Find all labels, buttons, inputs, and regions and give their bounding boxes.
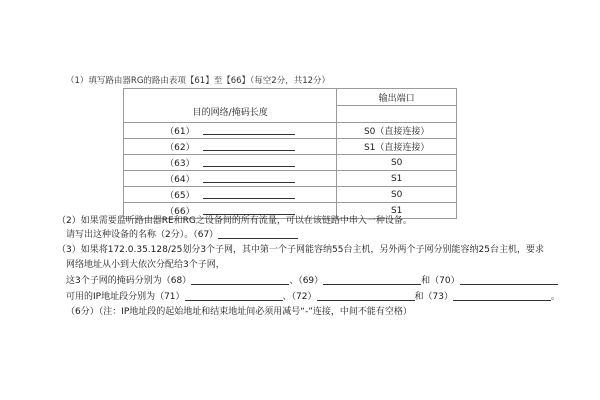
table-row	[124, 171, 457, 187]
table-row	[124, 155, 457, 171]
dest-network-header: 目的网络/掩码长度	[124, 89, 337, 123]
answer-blank-70[interactable]	[460, 274, 558, 285]
row-port: S0	[337, 187, 457, 203]
q3-note: （6分）（注：IP地址段的起始地址和结束地址间必须用减号“-”连接，中间不能有空格）	[66, 307, 412, 317]
row-port: S1	[337, 203, 457, 219]
answer-blank-65[interactable]	[203, 189, 295, 199]
answer-blank-73[interactable]	[453, 290, 551, 301]
row-port: S0	[337, 155, 457, 171]
table-header-row	[124, 89, 457, 106]
answer-blank-72[interactable]	[317, 290, 415, 301]
answer-blank-67[interactable]	[218, 228, 298, 239]
q1-instruction: （1）填写路由器RG的路由表项【61】至【66】（每空2分，共12分）	[66, 76, 331, 86]
routing-table	[123, 88, 457, 219]
table-row	[124, 187, 457, 203]
q2-line2: 请写出这种设备的名称（2分）。（67）	[66, 227, 298, 240]
row-index: （66）	[165, 207, 195, 217]
q3-line2: 网络地址从小到大依次分配给3个子网，	[66, 260, 225, 270]
q3-line1: （3）如果将172.0.35.128/25划分3个子网，其中第一个子网能容纳55台主机，另外两个子网分别能容纳25台主机，要求	[57, 245, 544, 255]
answer-blank-61[interactable]	[203, 125, 295, 135]
q2-line1: （2）如果需要监听路由器RE和RG之设备间的所有流量，可以在该链路中串入一种设备。	[57, 216, 412, 226]
answer-blank-71[interactable]	[185, 290, 283, 301]
row-port: S1（直接连接）	[337, 139, 457, 155]
answer-blank-62[interactable]	[203, 141, 295, 151]
row-index: （61）	[165, 127, 195, 137]
row-port: S0（直接连接）	[337, 123, 457, 139]
answer-blank-68[interactable]	[191, 274, 289, 285]
row-index: （62）	[165, 143, 195, 153]
output-port-header-empty	[337, 106, 457, 123]
answer-blank-64[interactable]	[203, 173, 295, 183]
row-index: （65）	[165, 191, 195, 201]
table-row	[124, 139, 457, 155]
q3-line3: 这3个子网的掩码分别为（68） 、（69） 和（70）	[66, 273, 558, 286]
answer-blank-63[interactable]	[203, 157, 295, 167]
table-row	[124, 123, 457, 139]
output-port-header: 输出端口	[337, 89, 457, 106]
row-index: （64）	[165, 175, 195, 185]
q3-line4: 可用的IP地址段分别为（71） 、（72） 和（73） 。	[66, 292, 560, 302]
row-index: （63）	[165, 159, 195, 169]
row-port: S1	[337, 171, 457, 187]
answer-blank-69[interactable]	[323, 274, 421, 285]
